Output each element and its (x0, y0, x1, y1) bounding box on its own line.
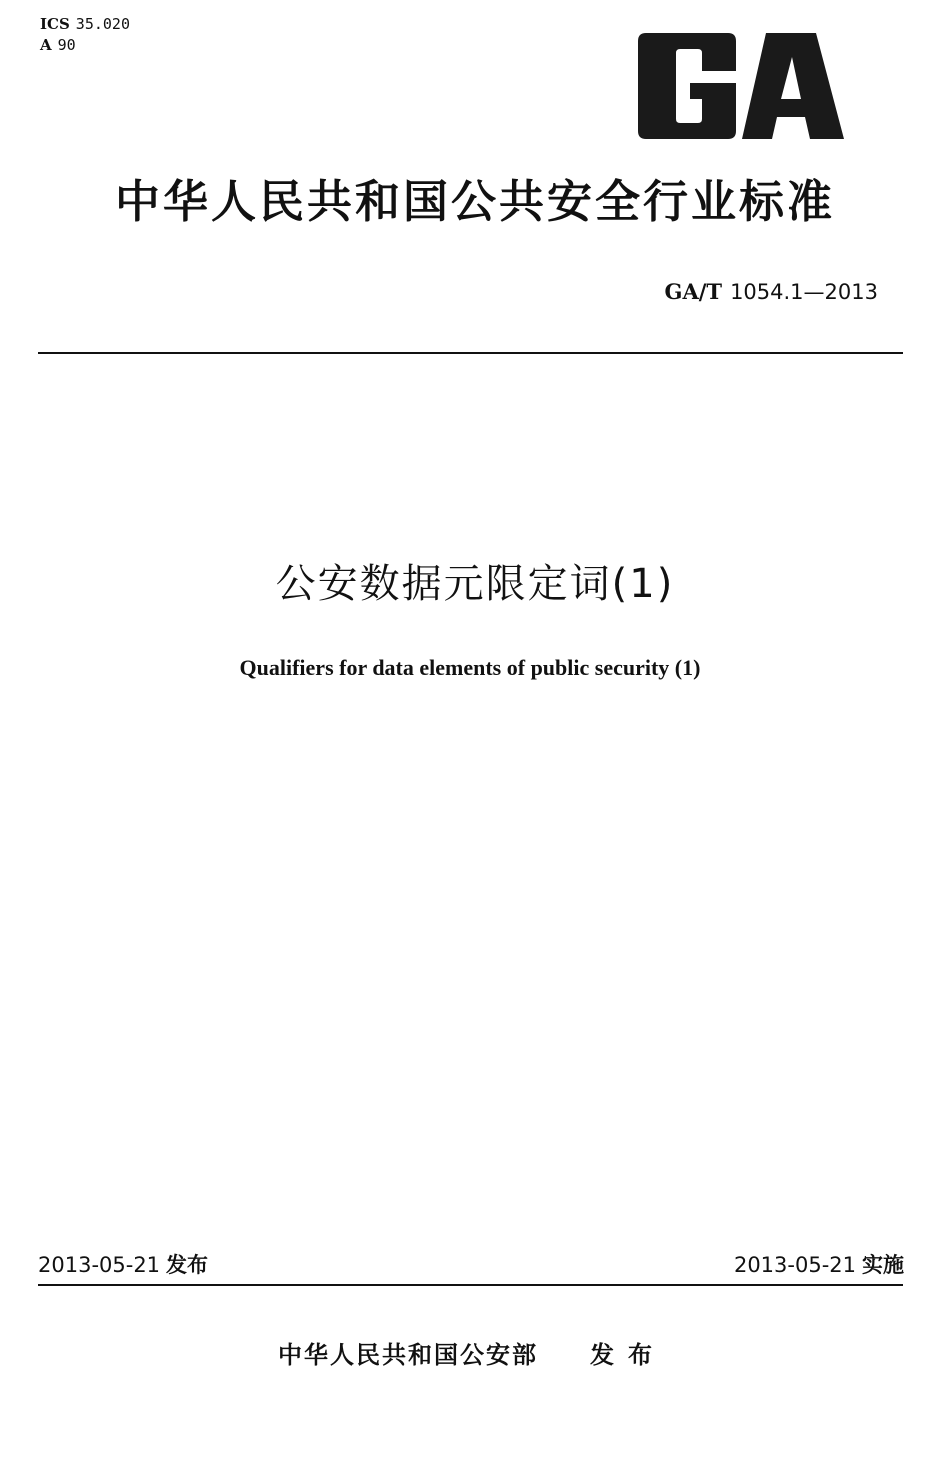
ccs-line (40, 35, 130, 56)
document-title-english: Qualifiers for data elements of public security (1) (239, 655, 701, 680)
effective-date: 2013-05-21 (733, 1253, 856, 1277)
effective-label: 实施 (862, 1253, 904, 1277)
standard-code: GA/T (664, 279, 723, 304)
ics-code: 35.020 (75, 15, 130, 33)
publisher-name: 中华人民共和国公安部 (278, 1341, 538, 1369)
ics-label: ICS (40, 15, 70, 33)
publisher-line (278, 1338, 666, 1372)
ics-line (40, 14, 130, 35)
issue-date-block (38, 1250, 208, 1280)
issue-label: 发布 (166, 1253, 209, 1277)
classification-codes (40, 14, 130, 56)
publisher-action: 发布 (590, 1341, 666, 1369)
issue-date: 2013-05-21 (38, 1253, 161, 1277)
ga-logo-letter-g (638, 33, 736, 139)
ccs-code: 90 (57, 36, 76, 54)
standard-number (665, 278, 878, 306)
footer-divider (38, 1284, 903, 1286)
ga-logo-letter-a (742, 33, 844, 139)
ccs-label: A (40, 36, 52, 54)
standard-title: 中华人民共和国公共安全行业标准 (114, 175, 835, 228)
standard-number-value: 1054.1—2013 (730, 280, 878, 304)
document-title-chinese: 公安数据元限定词(1) (275, 561, 675, 607)
header-divider (38, 352, 903, 354)
ga-logo (638, 33, 844, 139)
effective-date-block (734, 1250, 904, 1280)
